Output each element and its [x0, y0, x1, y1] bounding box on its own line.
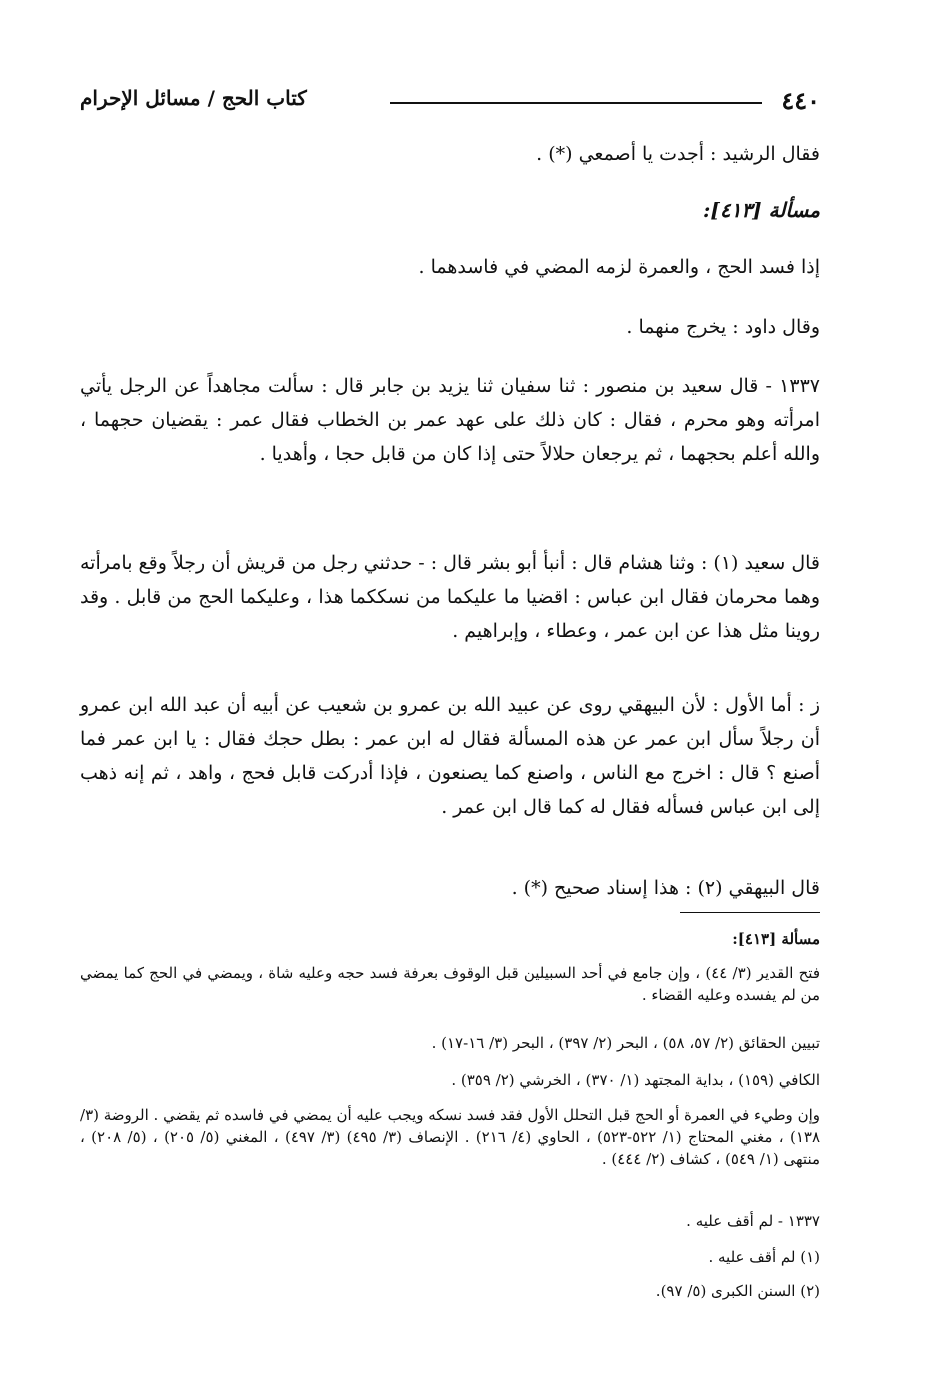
footnote-tabyin: تبيين الحقائق (٢/ ٥٧، ٥٨) ، البحر (٢/ ٣٩٧) ، البحر (٣/ ١٦-١٧) . [431, 1034, 820, 1052]
footnote-kafi: الكافي (١٥٩) ، بداية المجتهد (١/ ٣٧٠) ، الخرشي (٢/ ٣٥٩) . [451, 1071, 820, 1089]
paragraph-isnad: قال البيهقي (٢) : هذا إسناد صحيح (*) . [511, 877, 820, 899]
paragraph-dawud: وقال داود : يخرج منهما . [626, 316, 820, 338]
header-rule [390, 102, 762, 104]
footnote-title: مسألة [٤١٣]: [732, 930, 820, 948]
issue-heading: مسألة [٤١٣]: [703, 198, 820, 222]
footnote-separator [680, 912, 820, 913]
footnote-shafii-hanbali: وإن وطيء في العمرة أو الحج قبل التحلل الأول فقد فسد نسكه ويجب عليه أن يمضي في فاسده ثم يقضي . الروضة (٣/ ١٣٨) ، مغني المحتاج (١/ ٥٢٢-٥٢٣) ، الحاوي (٤/ ٢١٦) . الإنصاف (٣/ ٤٩٥) (٣/ ٤٩٧) ، المغني (٥/ ٢٠٥) ، (٥/ ٢٠٨) ، منتهى (١/ ٥٤٩) ، كشاف (٢/ ٤٤٤) . [80, 1106, 821, 1168]
paragraph-ruling: إذا فسد الحج ، والعمرة لزمه المضي في فاسدهما . [418, 256, 820, 278]
page-number: ٤٤٠ [781, 86, 820, 115]
running-title: كتاب الحج / مسائل الإحرام [80, 86, 307, 110]
footnote-fath-alqadir: فتح القدير (٣/ ٤٤) ، وإن جامع في أحد السبيلين قبل الوقوف بعرفة فسد حجه وعليه شاة ، ويمضي في الحج كما يمضي من لم يفسده وعليه القضاء . [80, 964, 821, 1004]
footnote-2: (٢) السنن الكبرى (٥/ ٩٧). [655, 1282, 820, 1300]
paragraph-rashid: فقال الرشيد : أجدت يا أصمعي (*) . [536, 143, 820, 165]
footnote-1337: ١٣٣٧ - لم أقف عليه . [686, 1212, 820, 1230]
paragraph-hadith-1337: ١٣٣٧ - قال سعيد بن منصور : ثنا سفيان ثنا يزيد بن جابر قال : سألت مجاهداً عن الرجل يأتي امرأته وهو محرم ، فقال : كان ذلك على عهد عمر بن الخطاب فقال عمر : يقضيان حجهما ، والله أعلم بحجهما ، ثم يرجعان حلالاً حتى إذا كان من قابل حجا ، وأهديا . [80, 375, 820, 465]
paragraph-said: قال سعيد (١) : وثنا هشام قال : أنبأ أبو بشر قال : - حدثني رجل من قريش أن رجلاً وقع بامرأته وهما محرمان فقال ابن عباس : اقضيا ما عليكما من نسككما هذا ، وعليكما الحج من قابل . وقد روينا مثل هذا عن ابن عمر ، وعطاء ، وإبراهيم . [80, 552, 820, 642]
footnote-1: (١) لم أقف عليه . [708, 1248, 820, 1266]
paragraph-bayhaqi: ز : أما الأول : لأن البيهقي روى عن عبيد الله بن عمرو بن شعيب عن أبيه أن عبد الله ابن عمرو أن رجلاً سأل ابن عمر عن هذه المسألة فقال له ابن عمر : بطل حجك فقال : يا ابن عمر فما أصنع ؟ قال : اخرج مع الناس ، واصنع كما يصنعون ، فإذا أدركت قابل فحج ، واهد ، ثم إنه ذهب إلى ابن عباس فسأله فقال له كما قال ابن عمر . [80, 694, 820, 818]
page-header [80, 82, 820, 122]
